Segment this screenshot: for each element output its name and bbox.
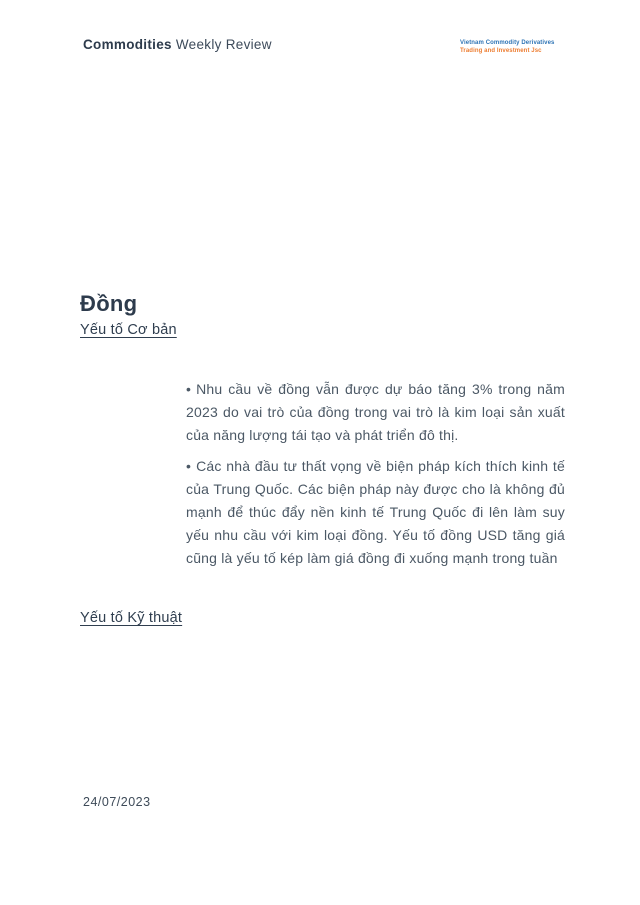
bullet-text: Nhu cầu về đồng vẫn được dự báo tăng 3% trong năm 2023 do vai trò của đồng trong vai trò là kim loại sản xuất của năng lượng tái tạo và phát triển đô thị.: [186, 381, 565, 443]
subsection-technical-heading: Yếu tố Kỹ thuật: [80, 610, 183, 626]
header: [83, 37, 556, 55]
logo-line-2: Trading and Investment Jsc: [460, 48, 542, 54]
bullet-marker: •: [186, 381, 192, 397]
bullet-list: [186, 378, 565, 570]
subsection-fundamental-heading: Yếu tố Cơ bản: [80, 322, 177, 338]
company-logo: [460, 37, 556, 55]
logo-line-1: Vietnam Commodity Derivatives: [460, 40, 555, 46]
bullet-paragraph: [186, 455, 565, 570]
report-title: [83, 37, 272, 52]
bullet-paragraph: [186, 378, 565, 447]
section-title: Đồng: [80, 291, 138, 316]
report-subtitle: Weekly Review: [171, 37, 272, 52]
bullet-text: Các nhà đầu tư thất vọng về biện pháp kích thích kinh tế của Trung Quốc. Các biện pháp này được cho là không đủ mạnh để thúc đẩy nền kinh tế Trung Quốc đi lên làm suy yếu nhu cầu với kim loại đồng. Yếu tố đồng USD tăng giá cũng là yếu tố kép làm giá đồng đi xuống mạnh trong tuần: [186, 458, 565, 566]
footer-date: 24/07/2023: [83, 795, 151, 809]
report-brand: Commodities: [83, 37, 172, 52]
bullet-marker: •: [186, 458, 192, 474]
